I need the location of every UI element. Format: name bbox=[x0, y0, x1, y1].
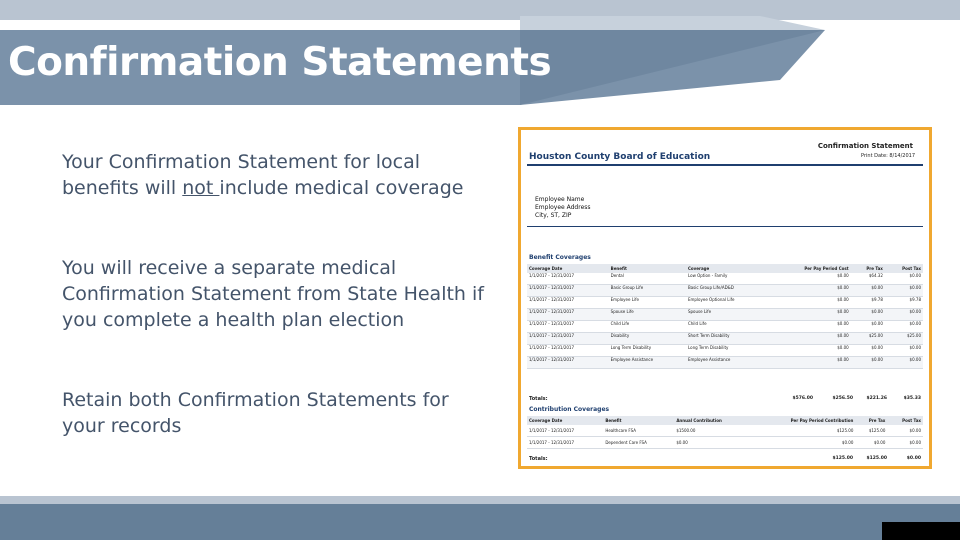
table-cell: Long Term Disability bbox=[609, 345, 686, 357]
doc-address-line: Employee Name bbox=[535, 196, 585, 203]
benefit-total: $35.33 bbox=[903, 396, 921, 401]
benefit-total: $576.00 bbox=[792, 396, 813, 401]
bullet-text-underlined: not bbox=[182, 177, 220, 199]
table-cell: 1/1/2017 - 12/31/2017 bbox=[527, 425, 603, 437]
table-cell: 1/1/2017 - 12/31/2017 bbox=[527, 357, 609, 369]
table-cell: $0.00 bbox=[770, 285, 851, 297]
table-row bbox=[527, 321, 923, 333]
col-header: Pre Tax bbox=[851, 264, 885, 273]
table-cell: $0.00 bbox=[887, 425, 923, 437]
table-cell: $0.00 bbox=[887, 437, 923, 449]
doc-address-line: Employee Address bbox=[535, 204, 591, 211]
table-cell: $64.32 bbox=[851, 273, 885, 285]
table-row bbox=[527, 425, 923, 437]
table-cell: Employee Optional Life bbox=[686, 297, 770, 309]
table-cell: 1/1/2017 - 12/31/2017 bbox=[527, 309, 609, 321]
table-cell: Dependent Care FSA bbox=[603, 437, 674, 449]
bullet-text-part: include medical coverage bbox=[219, 177, 464, 199]
col-header: Coverage bbox=[686, 264, 770, 273]
table-cell: $0.00 bbox=[770, 297, 851, 309]
col-header: Post Tax bbox=[885, 264, 923, 273]
col-header: Coverage Date bbox=[527, 416, 603, 425]
doc-print-date: Print Date: 8/14/2017 bbox=[861, 153, 915, 159]
bullet-no-medical bbox=[62, 149, 492, 201]
contribution-total: $0.00 bbox=[906, 456, 921, 461]
benefit-coverages-table bbox=[527, 264, 923, 369]
table-cell: 1/1/2017 - 12/31/2017 bbox=[527, 321, 609, 333]
table-cell: $0.00 bbox=[855, 437, 887, 449]
table-row bbox=[527, 357, 923, 369]
contribution-totals-label: Totals: bbox=[529, 456, 548, 462]
doc-contribution-section-title: Contribution Coverages bbox=[529, 406, 610, 413]
table-cell: $0.00 bbox=[885, 309, 923, 321]
benefit-total: $221.26 bbox=[866, 396, 887, 401]
table-cell: $25.00 bbox=[851, 333, 885, 345]
doc-divider bbox=[527, 226, 923, 227]
table-row bbox=[527, 309, 923, 321]
table-cell: $0.00 bbox=[851, 345, 885, 357]
table-cell: $0.00 bbox=[885, 273, 923, 285]
table-row bbox=[527, 345, 923, 357]
table-row bbox=[527, 297, 923, 309]
slide-corner-block bbox=[882, 522, 960, 540]
table-cell: 1/1/2017 - 12/31/2017 bbox=[527, 345, 609, 357]
contribution-coverages-table bbox=[527, 416, 923, 449]
table-cell: $0.00 bbox=[751, 437, 855, 449]
table-cell: $0.00 bbox=[770, 273, 851, 285]
col-header: Annual Contribution bbox=[674, 416, 751, 425]
table-cell: $9.78 bbox=[851, 297, 885, 309]
table-cell: $125.00 bbox=[855, 425, 887, 437]
table-cell: Child Life bbox=[686, 321, 770, 333]
bullet-separate-statement: You will receive a separate medical Confirmation Statement from State Health if you complete a health plan election bbox=[62, 257, 484, 331]
table-row bbox=[527, 437, 923, 449]
table-cell: $0.00 bbox=[885, 345, 923, 357]
doc-divider bbox=[527, 164, 923, 166]
contribution-total: $125.00 bbox=[832, 456, 853, 461]
table-cell: $0.00 bbox=[851, 285, 885, 297]
contribution-total: $125.00 bbox=[866, 456, 887, 461]
footer-band bbox=[0, 504, 960, 540]
table-cell: $0.00 bbox=[770, 345, 851, 357]
table-cell: $0.00 bbox=[851, 309, 885, 321]
confirmation-statement-image bbox=[518, 127, 932, 469]
col-header: Benefit bbox=[609, 264, 686, 273]
doc-benefit-section-title: Benefit Coverages bbox=[529, 254, 591, 261]
doc-address-line: City, ST, ZIP bbox=[535, 212, 572, 219]
table-cell: $25.00 bbox=[885, 333, 923, 345]
table-cell: Basic Group Life bbox=[609, 285, 686, 297]
col-header: Benefit bbox=[603, 416, 674, 425]
table-cell: Spouse Life bbox=[686, 309, 770, 321]
table-cell: $9.78 bbox=[885, 297, 923, 309]
doc-organization: Houston County Board of Education bbox=[529, 152, 711, 162]
table-cell: $0.00 bbox=[770, 321, 851, 333]
doc-heading: Confirmation Statement bbox=[817, 142, 913, 150]
table-cell: $0.00 bbox=[851, 321, 885, 333]
table-cell: $0.00 bbox=[851, 357, 885, 369]
table-cell: Employee Assistance bbox=[686, 357, 770, 369]
benefit-total: $256.50 bbox=[832, 396, 853, 401]
table-cell: $0.00 bbox=[770, 357, 851, 369]
table-cell: Employee Assistance bbox=[609, 357, 686, 369]
table-cell: $1500.00 bbox=[674, 425, 751, 437]
table-cell: Child Life bbox=[609, 321, 686, 333]
col-header: Pre Tax bbox=[855, 416, 887, 425]
table-cell: $125.00 bbox=[751, 425, 855, 437]
table-row bbox=[527, 273, 923, 285]
table-cell: 1/1/2017 - 12/31/2017 bbox=[527, 273, 609, 285]
table-row bbox=[527, 333, 923, 345]
table-cell: $0.00 bbox=[885, 357, 923, 369]
table-cell: 1/1/2017 - 12/31/2017 bbox=[527, 333, 609, 345]
table-cell: Long Term Disability bbox=[686, 345, 770, 357]
table-cell: Employee Life bbox=[609, 297, 686, 309]
table-cell: $0.00 bbox=[770, 333, 851, 345]
col-header: Coverage Date bbox=[527, 264, 609, 273]
doc-address-block bbox=[535, 196, 591, 220]
table-cell: Short Term Disability bbox=[686, 333, 770, 345]
col-header: Post Tax bbox=[887, 416, 923, 425]
table-cell: $0.00 bbox=[770, 309, 851, 321]
table-cell: $0.00 bbox=[674, 437, 751, 449]
table-cell: Healthcare FSA bbox=[603, 425, 674, 437]
footer-accent-band bbox=[0, 496, 960, 504]
table-cell: 1/1/2017 - 12/31/2017 bbox=[527, 297, 609, 309]
table-cell: 1/1/2017 - 12/31/2017 bbox=[527, 437, 603, 449]
table-cell: 1/1/2017 - 12/31/2017 bbox=[527, 285, 609, 297]
table-cell: Low Option - Family bbox=[686, 273, 770, 285]
table-cell: $0.00 bbox=[885, 321, 923, 333]
table-cell: $0.00 bbox=[885, 285, 923, 297]
table-cell: Disability bbox=[609, 333, 686, 345]
col-header: Per Pay Period Cost bbox=[770, 264, 851, 273]
table-cell: Dental bbox=[609, 273, 686, 285]
benefit-totals-label: Totals: bbox=[529, 396, 548, 402]
title-banner-upper-accent bbox=[520, 16, 825, 30]
table-row bbox=[527, 285, 923, 297]
table-cell: Basic Group Life/AD&D bbox=[686, 285, 770, 297]
col-header: Per Pay Period Contribution bbox=[751, 416, 855, 425]
bullet-text-part: Your Confirmation Statement for local benefits will bbox=[62, 151, 421, 199]
bullet-retain-statements: Retain both Confirmation Statements for your records bbox=[62, 389, 449, 437]
table-cell: Spouse Life bbox=[609, 309, 686, 321]
slide-title: Confirmation Statements bbox=[8, 40, 552, 85]
